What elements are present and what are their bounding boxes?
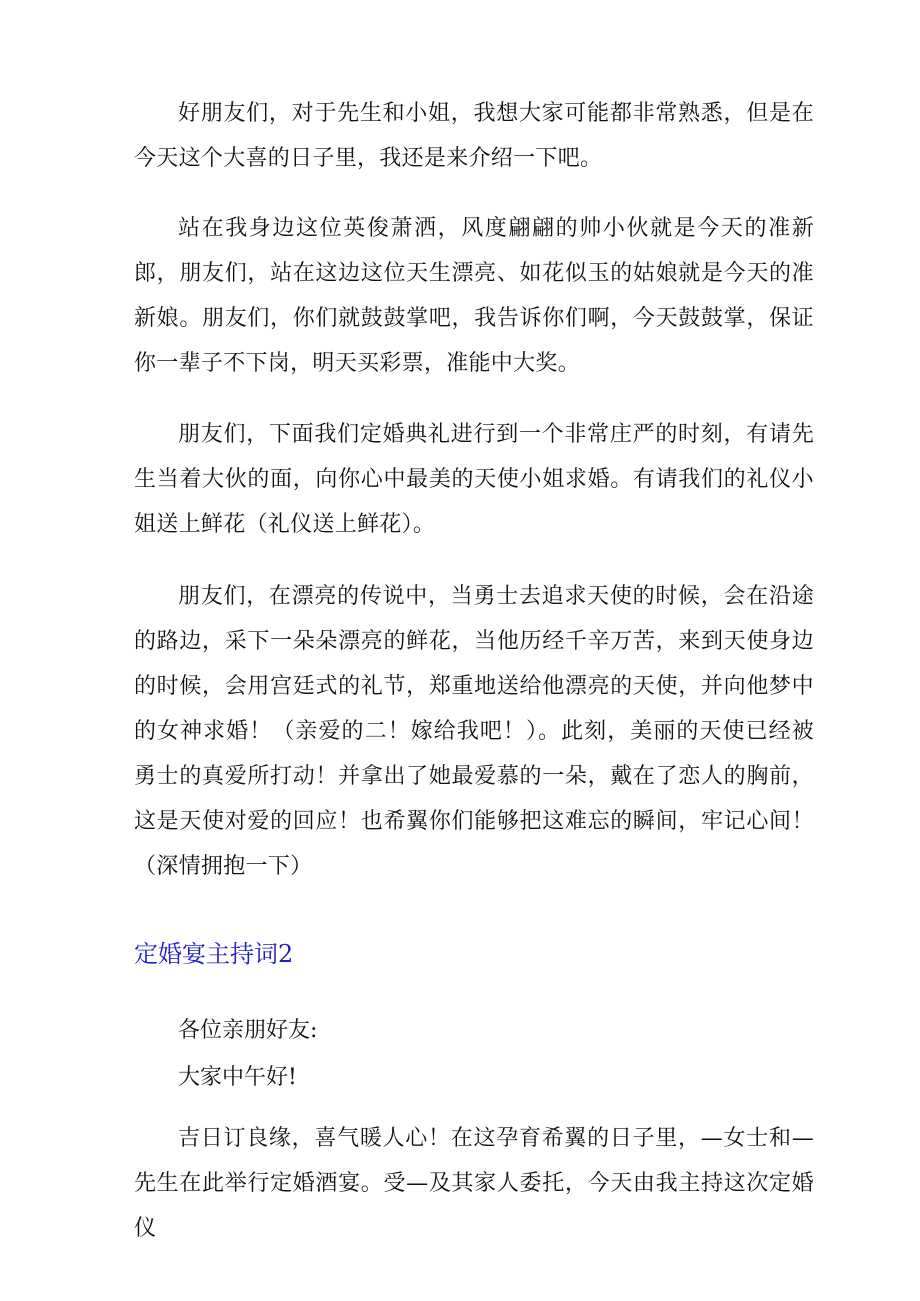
paragraph-introduction: 好朋友们，对于先生和小姐，我想大家可能都非常熟悉，但是在今天这个大喜的日子里，我还是来介绍一下吧。 xyxy=(134,101,814,171)
salutation-line: 大家中午好! xyxy=(178,1065,297,1090)
paragraph-proposal: 朋友们，下面我们定婚典礼进行到一个非常庄严的时刻，有请先生当着大伙的面，向你心中最美的天使小姐求婚。有请我们的礼仪小姐送上鲜花（礼仪送上鲜花）。 xyxy=(134,422,814,537)
paragraph-angel-story: 朋友们，在漂亮的传说中，当勇士去追求天使的时候，会在沿途的路边，采下一朵朵漂亮的鲜花，当他历经千辛万苦，来到天使身边的时候，会用宫廷式的礼节，郑重地送给他漂亮的天使，并向他梦中的女神求婚！（亲爱的二！嫁给我吧！）。此刻，美丽的天使已经被勇士的真爱所打动！并拿出了她最爱慕的一朵，戴在了恋人的胸前，这是天使对爱的回应！也希翼你们能够把这难忘的瞬间，牢记心间！（深情拥抱一下） xyxy=(134,584,814,879)
paragraph-groom-bride: 站在我身边这位英俊萧洒，风度翩翩的帅小伙就是今天的准新郎，朋友们，站在这边这位天生漂亮、如花似玉的姑娘就是今天的准新娘。朋友们，你们就鼓鼓掌吧，我告诉你们啊，今天鼓鼓掌，保证你一辈子不下岗，明天买彩票，准能中大奖。 xyxy=(134,216,814,376)
greeting-line: 各位亲朋好友: xyxy=(178,1018,318,1043)
paragraph-opening: 吉日订良缘，喜气暖人心！在这孕育希翼的日子里，—女士和—先生在此举行定婚酒宴。受—及其家人委托，今天由我主持这次定婚仪 xyxy=(134,1126,814,1241)
section-heading: 定婚宴主持词2 xyxy=(134,940,294,968)
